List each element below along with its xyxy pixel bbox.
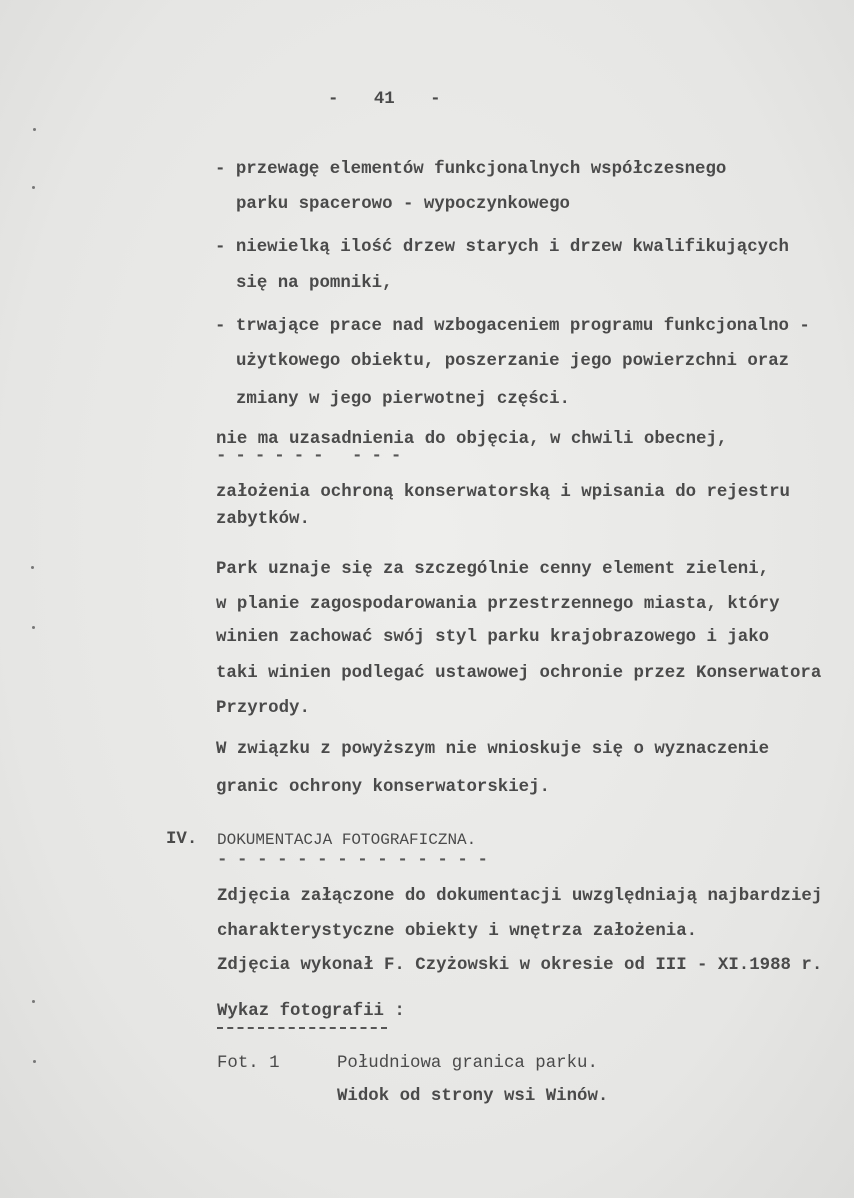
photo-list-heading: Wykaz fotografii : bbox=[217, 1002, 405, 1021]
conclusion-line: nie ma uzasadnienia do objęcia, w chwili obecnej, bbox=[216, 430, 728, 449]
bullet-line: użytkowego obiektu, poszerzanie jego powierzchni oraz bbox=[236, 352, 790, 371]
punch-mark bbox=[32, 1000, 35, 1003]
photo-list-heading-underline bbox=[217, 1027, 387, 1029]
photo-description: Południowa granica parku. bbox=[337, 1054, 598, 1073]
bullet-line: - trwające prace nad wzbogaceniem programu funkcjonalno - bbox=[215, 317, 810, 336]
conclusion-line: zabytków. bbox=[216, 510, 310, 529]
bullet-line: - przewagę elementów funkcjonalnych współczesnego bbox=[215, 160, 727, 179]
section-paragraph-line: Zdjęcia załączone do dokumentacji uwzględniają najbardziej bbox=[217, 887, 823, 906]
section-title: DOKUMENTACJA FOTOGRAFICZNA. bbox=[217, 831, 477, 849]
bullet-line: się na pomniki, bbox=[236, 274, 393, 293]
conclusion-underline: ------ --- bbox=[216, 447, 411, 466]
boundary-paragraph-line: W związku z powyższym nie wnioskuje się o wyznaczenie bbox=[216, 740, 770, 759]
bullet-line: zmiany w jego pierwotnej części. bbox=[236, 390, 570, 409]
park-paragraph-line: Przyrody. bbox=[216, 699, 310, 718]
park-paragraph-line: winien zachować swój styl parku krajobrazowego i jako bbox=[216, 628, 770, 647]
page-number: - 41 - bbox=[328, 90, 441, 109]
photo-label: Fot. 1 bbox=[217, 1054, 280, 1073]
section-number: IV. bbox=[166, 830, 198, 849]
photo-description: Widok od strony wsi Winów. bbox=[337, 1087, 609, 1106]
boundary-paragraph-line: granic ochrony konserwatorskiej. bbox=[216, 778, 550, 797]
section-paragraph-line: Zdjęcia wykonał F. Czyżowski w okresie od III - XI.1988 r. bbox=[217, 956, 823, 975]
section-paragraph-line: charakterystyczne obiekty i wnętrza założenia. bbox=[217, 922, 698, 941]
park-paragraph-line: Park uznaje się za szczególnie cenny element zieleni, bbox=[216, 560, 770, 579]
punch-mark bbox=[33, 1060, 36, 1063]
section-title-underline: -------------- bbox=[217, 851, 498, 870]
park-paragraph-line: taki winien podlegać ustawowej ochronie przez Konserwatora bbox=[216, 664, 822, 683]
punch-mark bbox=[33, 128, 36, 131]
punch-mark bbox=[32, 186, 35, 189]
bullet-line: - niewielką ilość drzew starych i drzew kwalifikujących bbox=[215, 238, 789, 257]
park-paragraph-line: w planie zagospodarowania przestrzennego miasta, który bbox=[216, 595, 780, 614]
bullet-line: parku spacerowo - wypoczynkowego bbox=[236, 195, 570, 214]
punch-mark bbox=[31, 566, 34, 569]
punch-mark bbox=[32, 626, 35, 629]
conclusion-line: założenia ochroną konserwatorską i wpisania do rejestru bbox=[216, 483, 790, 502]
